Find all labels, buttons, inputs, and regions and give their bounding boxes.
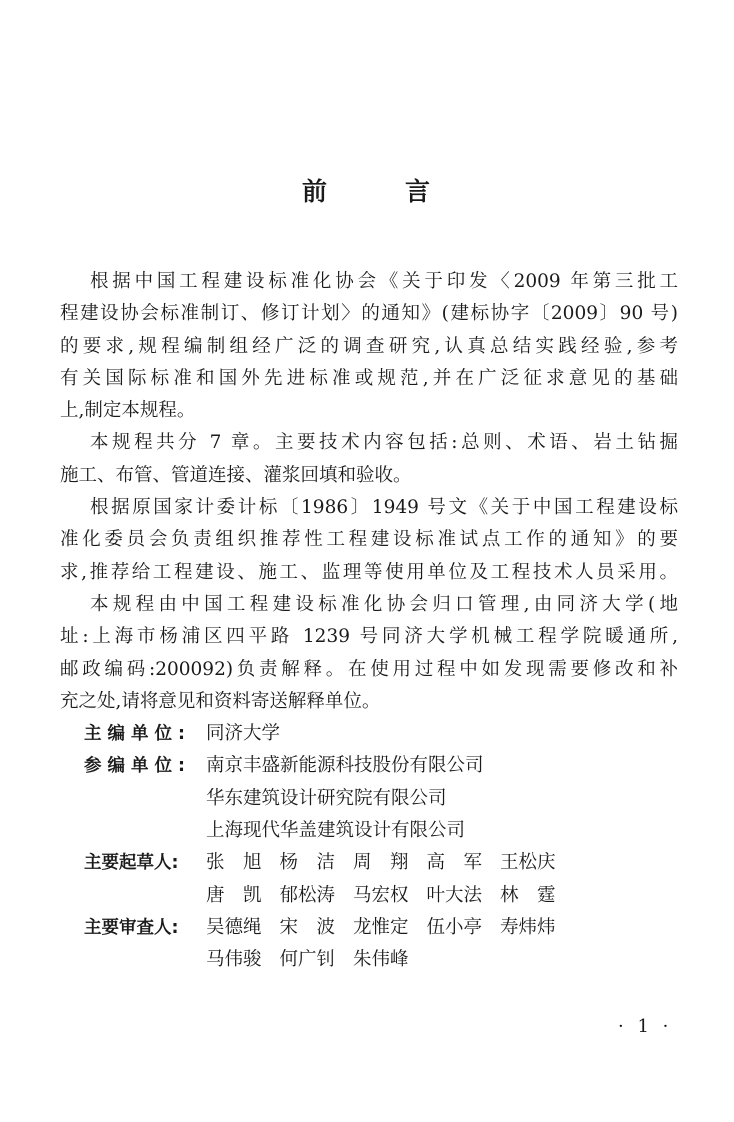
name: 寿炜炜 bbox=[500, 916, 556, 938]
name: 马伟骏 bbox=[206, 949, 262, 971]
name: 高 军 bbox=[426, 852, 483, 874]
paragraph-1: 根据中国工程建设标准化协会《关于印发〈2009 年第三批工 程建设协会标准制订、修订计划〉的通知》(建标协字〔2009〕90 号) 的要求,规程编制组经广泛的调查研究,认真总结实践经验,参考 有关国际标准和国外先进标准或规范,并在广泛征求意见的基础 上,制定本规程。 bbox=[60, 271, 678, 422]
chief-unit bbox=[60, 718, 678, 750]
paragraph-4: 本规程由中国工程建设标准化协会归口管理,由同济大学(地 址:上海市杨浦区四平路 1239 号同济大学机械工程学院暖通所, 邮政编码:200092)负责解释。在使用过程中如发现需要修改和补 充之处,请将意见和资料寄送解释单位。 bbox=[60, 593, 678, 712]
chief-unit-value: 同济大学 bbox=[206, 723, 281, 745]
drafters-row-2 bbox=[60, 880, 678, 912]
reviewers-label: 主要审查人: bbox=[84, 917, 179, 938]
reviewers bbox=[60, 912, 678, 944]
participating-units-label: 参编单位: bbox=[84, 756, 191, 777]
name: 林 霆 bbox=[500, 884, 556, 906]
name: 朱伟峰 bbox=[353, 949, 409, 971]
chief-unit-label: 主编单位: bbox=[84, 724, 191, 745]
name: 王松庆 bbox=[500, 852, 556, 874]
name: 唐 凯 bbox=[206, 884, 262, 906]
participating-units: 参编单位: 南京丰盛新能源科技股份有限公司 bbox=[60, 750, 678, 782]
name: 叶大法 bbox=[426, 884, 483, 906]
drafters-label: 主要起草人: bbox=[84, 853, 179, 874]
page-number: · 1 · bbox=[618, 1016, 673, 1037]
name: 杨 洁 bbox=[279, 852, 336, 874]
participating-unit-row: 上海现代华盖建筑设计有限公司 bbox=[206, 820, 466, 842]
paragraph-2: 本规程共分 7 章。主要技术内容包括:总则、术语、岩土钻掘 施工、布管、管道连接、灌浆回填和验收。 bbox=[60, 432, 678, 486]
name: 龙惟定 bbox=[353, 916, 409, 938]
name: 张 旭 bbox=[206, 852, 262, 874]
name: 马宏权 bbox=[353, 884, 409, 906]
name: 伍小亭 bbox=[426, 916, 483, 938]
participating-unit-row: 华东建筑设计研究院有限公司 bbox=[206, 787, 447, 809]
name: 宋 波 bbox=[279, 916, 336, 938]
name: 何广钊 bbox=[279, 949, 336, 971]
paragraph-3: 根据原国家计委计标〔1986〕1949 号文《关于中国工程建设标 准化委员会负责组织推荐性工程建设标准试点工作的通知》的要 求,推荐给工程建设、施工、监理等使用单位及工程技术人员采用。 bbox=[60, 497, 678, 583]
reviewers-row-2 bbox=[60, 944, 678, 976]
name: 周 翔 bbox=[353, 852, 409, 874]
name: 吴德绳 bbox=[206, 916, 262, 938]
drafters bbox=[60, 847, 678, 879]
page-title: 前 言 bbox=[301, 177, 433, 206]
name: 郁松涛 bbox=[279, 884, 336, 906]
preface-body bbox=[60, 266, 678, 977]
